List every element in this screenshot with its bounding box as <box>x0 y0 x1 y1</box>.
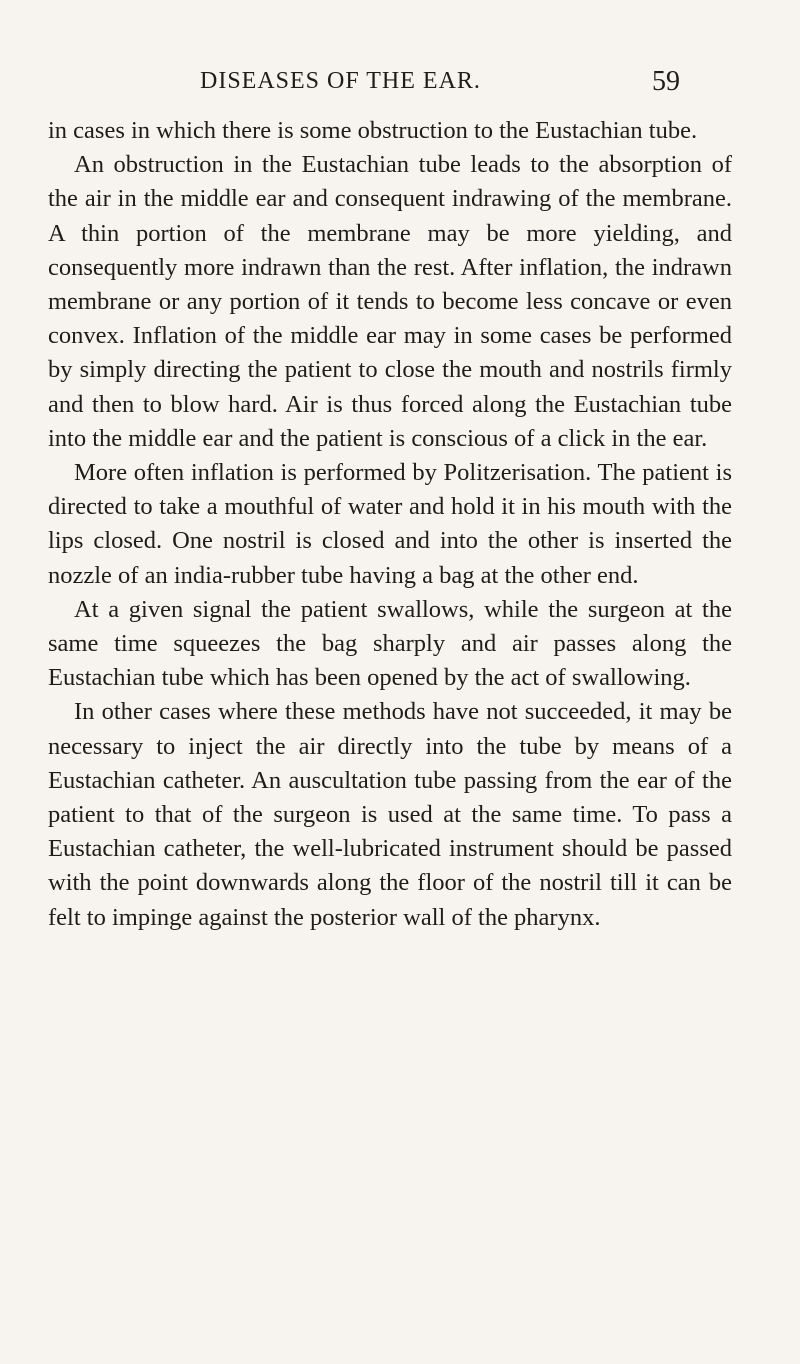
paragraph-continuation: in cases in which there is some obstruction to the Eustachian tube. <box>48 117 698 144</box>
paragraph-catheter: In other cases where these methods have not succeeded, it may be necessary to inject the air directly into the tube by means of a Eustachian catheter. An auscultation tube passing from the ear of the patient to that of the surgeon is used at the same time. To pass a Eustachian catheter, the well-lubricated instrument should be passed with the point downwards along the floor of the nostril till it can be felt to impinge against the posterior wall of the pharynx. <box>48 698 732 931</box>
paragraph-politzerisation: More often inflation is performed by Politzerisation. The patient is directed to take a mouthful of water and hold it in his mouth with the lips closed. One nostril is closed and into the other is inserted the nozzle of an india-rubber tube having a bag at the other end. <box>48 459 732 589</box>
running-title: DISEASES OF THE EAR. <box>200 68 481 94</box>
paragraph-swallowing: At a given signal the patient swallows, while the surgeon at the same time squeezes the bag sharply and air passes along the Eustachian tube which has been opened by the act of swallowing. <box>48 595 732 692</box>
paragraph-obstruction: An obstruction in the Eustachian tube leads to the absorption of the air in the middle ear and consequent indrawing of the membrane. A thin portion of the membrane may be more yielding, and consequently more indrawn than the rest. After inflation, the indrawn membrane or any portion of it tends to become less concave or even convex. Inflation of the middle ear may in some cases be performed by simply directing the patient to close the mouth and nostrils firmly and then to blow hard. Air is thus forced along the Eustachian tube into the middle ear and the patient is conscious of a click in the ear. <box>48 151 732 452</box>
page-number: 59 <box>652 66 680 97</box>
body-text <box>48 114 732 935</box>
running-head <box>200 68 680 108</box>
